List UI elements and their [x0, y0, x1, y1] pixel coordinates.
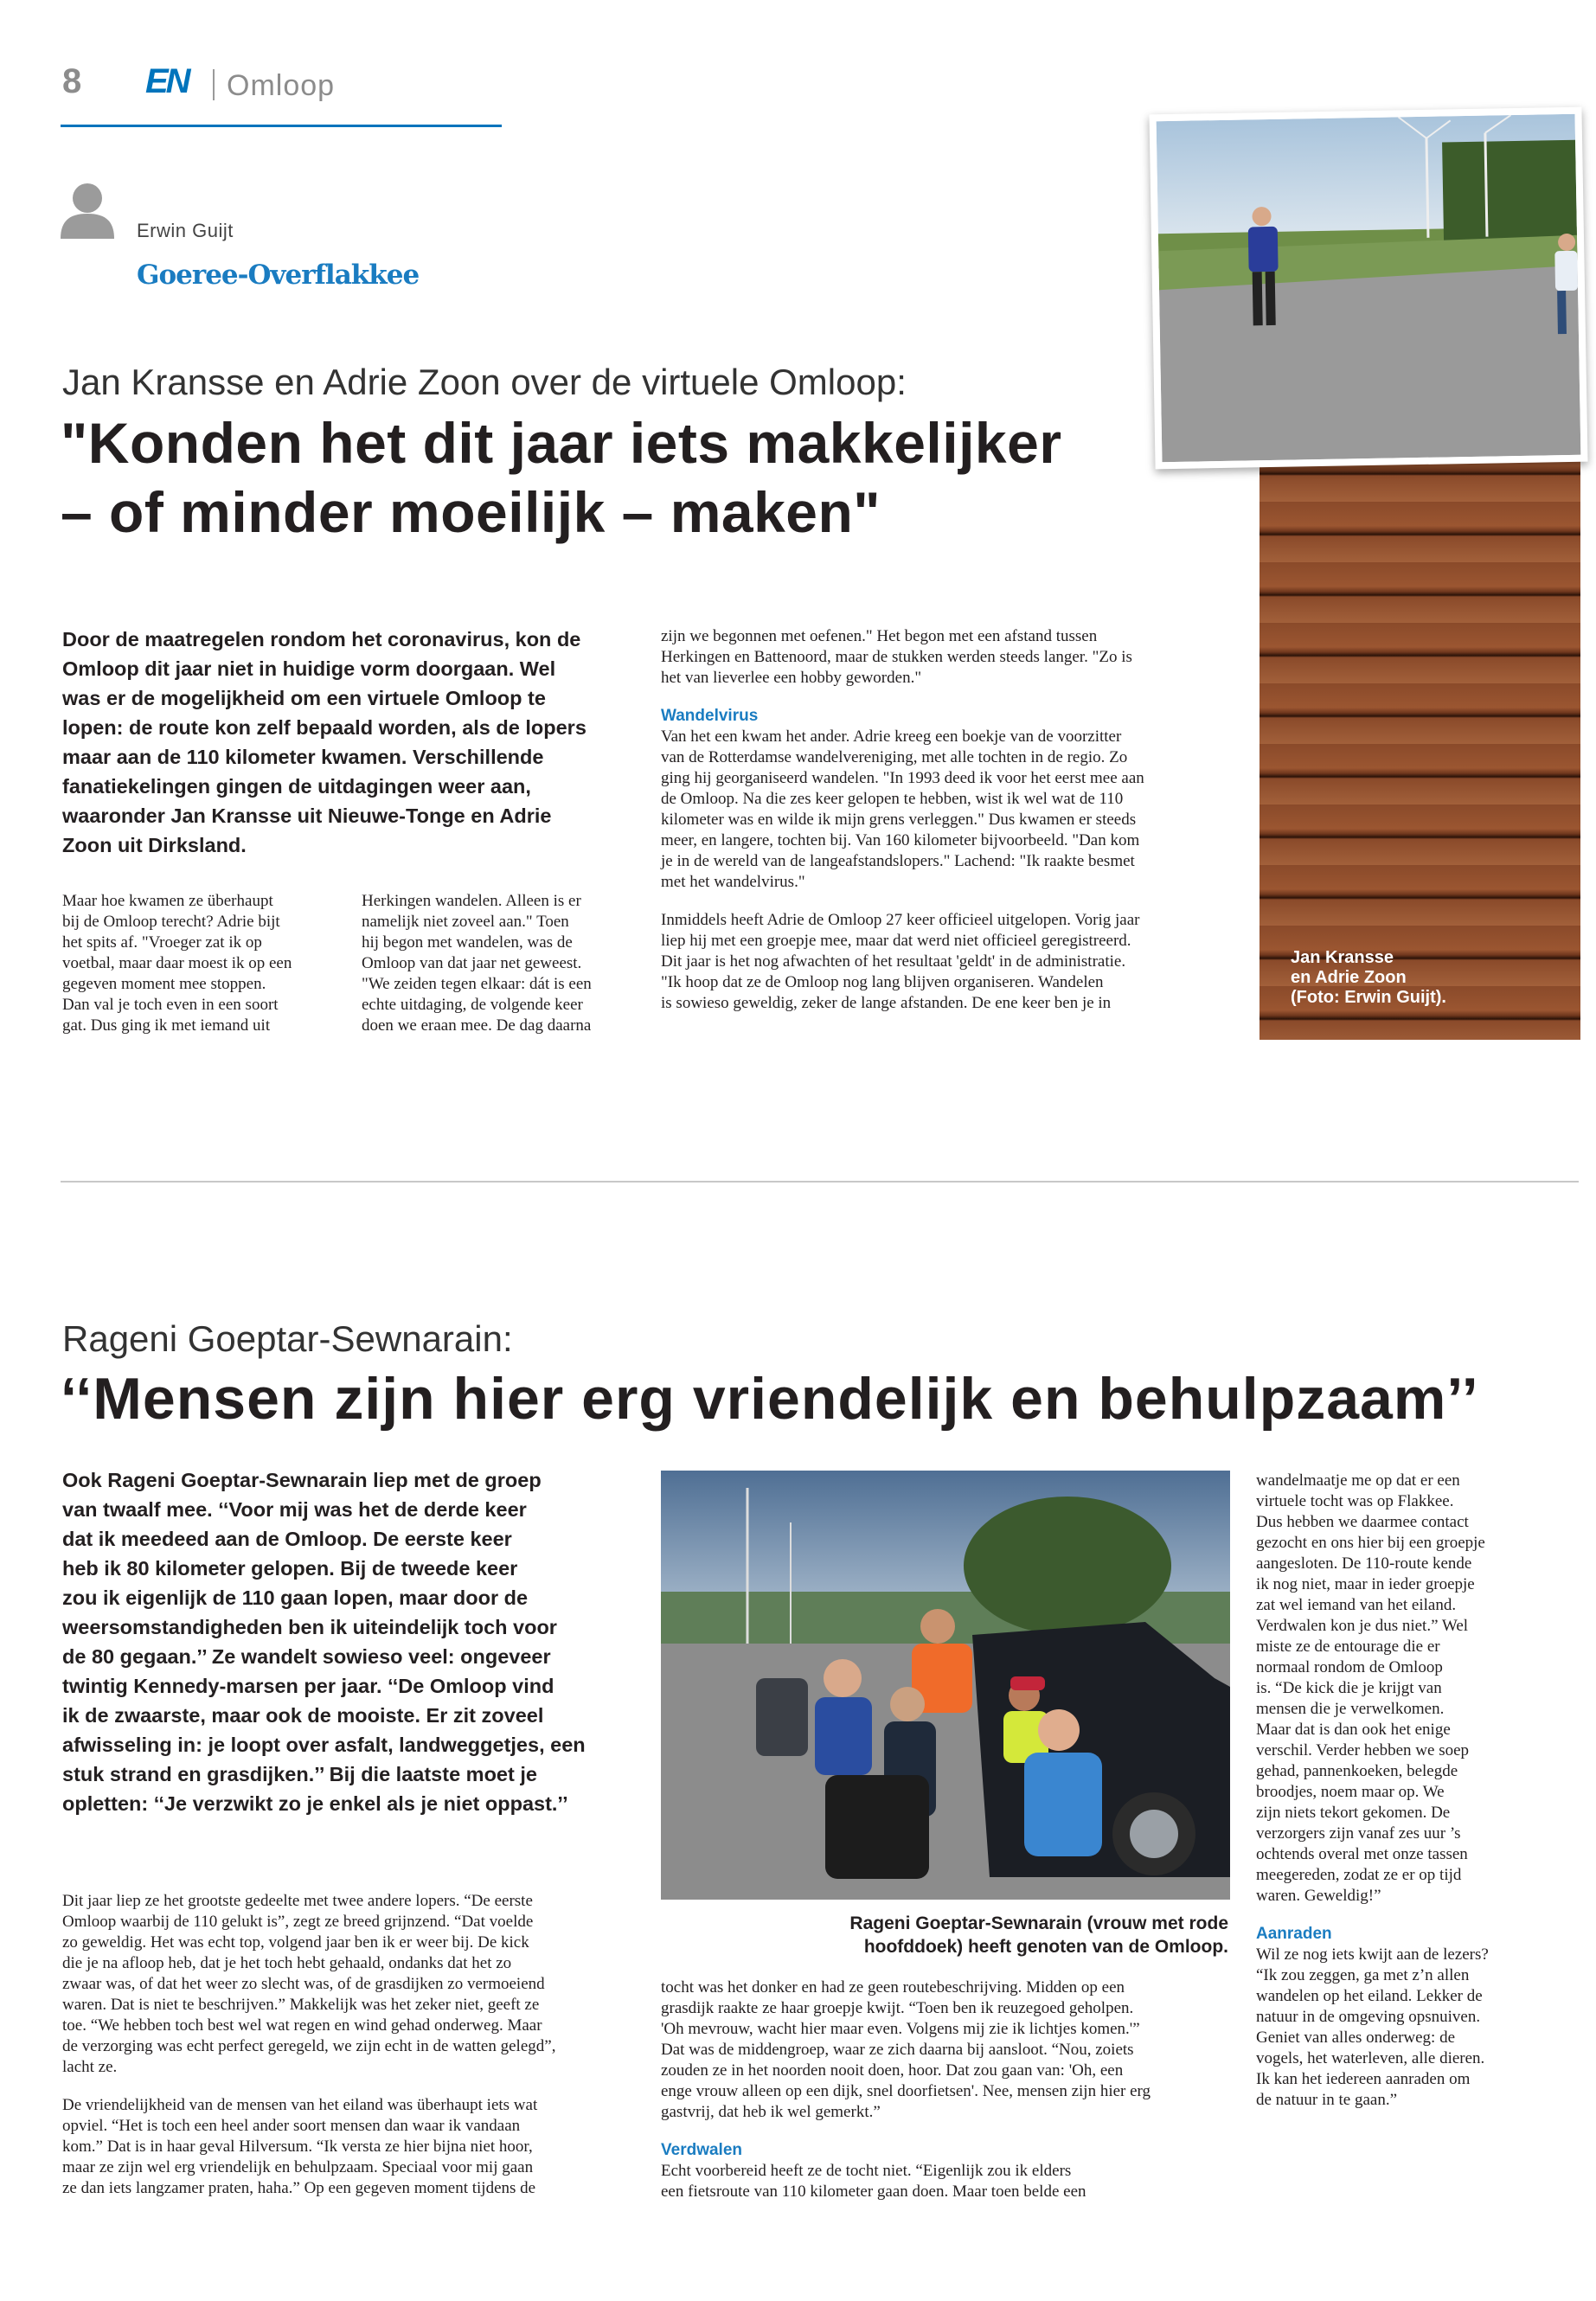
- lead-line: van twaalf mee. ‘‘Voor mij was het de derde keer: [62, 1498, 527, 1521]
- body-line: van de Rotterdamse wandelvereniging, met alle tochten in de regio. Zo: [661, 748, 1128, 766]
- body-line: Dit jaar is het nog afwachten of het resultaat 'geldt' in de administratie.: [661, 952, 1126, 971]
- article1-kicker: Jan Kransse en Adrie Zoon over de virtuele Omloop:: [62, 362, 907, 402]
- body-line: broodjes, noem maar op. We: [1256, 1783, 1445, 1801]
- article1-column-2: [362, 891, 638, 1036]
- body-line: gehad, pannenkoeken, belegde: [1256, 1762, 1458, 1780]
- body-line: het spits af. "Vroeger zat ik op: [62, 933, 262, 952]
- body-line: Van het een kwam het ander. Adrie kreeg een boekje van de voorzitter: [661, 727, 1122, 746]
- body-line: hij begon met wandelen, was de: [362, 933, 573, 952]
- page-number: 8: [62, 62, 82, 100]
- body-line: natuur in de omgeving opsnuiven.: [1256, 2008, 1481, 2026]
- lead-line: maar aan de 110 kilometer kwamen. Verschillende: [62, 746, 544, 768]
- body-line: Dus hebben we daarmee contact: [1256, 1513, 1469, 1531]
- body-line: zo geweldig. Het was echt top, volgend jaar ben ik er weer bij. De kick: [62, 1933, 529, 1952]
- body-line: gezocht en ons hier bij een groepje: [1256, 1534, 1485, 1552]
- lead-line: waaronder Jan Kransse uit Nieuwe-Tonge en Adrie: [62, 804, 552, 827]
- a1c3-para2: [661, 727, 1234, 893]
- a1c3-para3: [661, 910, 1234, 1014]
- lead-line: Ook Rageni Goeptar-Sewnarain liep met de groep: [62, 1469, 542, 1491]
- body-line: Maar hoe kwamen ze überhaupt: [62, 892, 273, 910]
- body-line: die je na afloop heb, dat je het toch hebt gehaald, ondanks dat het zo: [62, 1954, 512, 1972]
- body-line: zouden ze in het noorden nooit doen, hoor. Dat zou gaan van: 'Oh, een: [661, 2061, 1124, 2080]
- lead-line: lopen: de route kon zelf bepaald worden, als de lopers: [62, 716, 586, 739]
- lead-line: afwisseling in: je loopt over asfalt, landweggetjes, een: [62, 1734, 586, 1756]
- body-line: kom.” Dat is in haar geval Hilversum. “Ik versta ze hier bijna niet hoor,: [62, 2138, 533, 2156]
- body-line: enge vrouw alleen op een dijk, snel doorfietsen'. Nee, mensen zijn hier erg: [661, 2082, 1151, 2100]
- body-line: ik nog niet, maar in ieder groepje: [1256, 1575, 1475, 1593]
- body-line: doen we eraan mee. De dag daarna: [362, 1016, 592, 1035]
- article1-headline: [61, 408, 1185, 547]
- lead-line: de 80 gegaan.’’ Ze wandelt sowieso veel: ongeveer: [62, 1645, 551, 1668]
- region-label: Goeree-Overflakkee: [137, 260, 420, 291]
- body-line: lacht ze.: [62, 2058, 118, 2076]
- caption-line: en Adrie Zoon: [1291, 968, 1407, 987]
- body-line: liep hij met een groepje mee, maar dat werd niet officieel geregistreerd.: [661, 932, 1131, 950]
- header-rule: [61, 125, 502, 127]
- a2c2-para2: [661, 2161, 1234, 2202]
- article2-headline: ‘‘Mensen zijn hier erg vriendelijk en behulpzaam’’: [61, 1366, 1479, 1432]
- body-line: virtuele tocht was op Flakkee.: [1256, 1492, 1454, 1510]
- article1-column-3: [661, 626, 1234, 1014]
- header-separator: [213, 69, 215, 100]
- photo-walkers-image: [1157, 114, 1581, 462]
- caption-line: (Foto: Erwin Guijt).: [1291, 988, 1446, 1007]
- body-line: Verdwalen kon je dus niet.” Wel: [1256, 1617, 1469, 1635]
- body-line: Herkingen wandelen. Alleen is er: [362, 892, 581, 910]
- headline-line: "Konden het dit jaar iets makkelijker: [61, 411, 1062, 475]
- body-line: Maar dat is dan ook het enige: [1256, 1721, 1451, 1739]
- body-line: ochtends overal met onze tassen: [1256, 1845, 1468, 1863]
- body-line: tocht was het donker en had ze geen routebeschrijving. Midden op een: [661, 1978, 1125, 1997]
- a2c1-para1: [62, 1891, 633, 2078]
- body-line: echte uitdaging, de volgende keer: [362, 996, 583, 1014]
- author-name: Erwin Guijt: [137, 220, 234, 241]
- body-line: ze dan iets langzamer praten, haha.” Op een gegeven moment tijdens de: [62, 2179, 536, 2197]
- lead-line: heb ik 80 kilometer gelopen. Bij de tweede keer: [62, 1557, 518, 1580]
- body-line: Ik kan het iedereen aanraden om: [1256, 2070, 1471, 2088]
- caption-line: Jan Kransse: [1291, 948, 1394, 967]
- article2-photo-caption: [661, 1912, 1228, 1958]
- body-line: is sowieso geweldig, zeker de lange afstanden. De ene keer ben je in: [661, 994, 1112, 1012]
- lead-line: Door de maatregelen rondom het coronavirus, kon de: [62, 628, 581, 651]
- lead-line: twintig Kennedy-marsen per jaar. ‘‘De Omloop vind: [62, 1675, 554, 1697]
- body-line: wandelmaatje me op dat er een: [1256, 1471, 1460, 1490]
- body-line: Wil ze nog iets kwijt aan de lezers?: [1256, 1945, 1489, 1964]
- lead-line: opletten: ‘‘Je verzwikt zo je enkel als je niet oppast.’’: [62, 1792, 568, 1815]
- lead-line: dat ik meedeed aan de Omloop. De eerste keer: [62, 1528, 512, 1550]
- lead-line: fanatiekelingen gingen de uitdagingen weer aan,: [62, 775, 531, 798]
- lead-line: zou ik eigenlijk de 110 gaan lopen, maar door de: [62, 1586, 529, 1609]
- caption-line: hoofddoek) heeft genoten van de Omloop.: [863, 1937, 1228, 1957]
- body-line: aangesloten. De 110-route kende: [1256, 1554, 1472, 1573]
- body-line: zijn we begonnen met oefenen." Het begon met een afstand tussen: [661, 627, 1098, 645]
- body-line: een fietsroute van 110 kilometer gaan doen. Maar toen belde een: [661, 2182, 1086, 2201]
- lead-line: Omloop dit jaar niet in huidige vorm doorgaan. Wel: [62, 657, 556, 680]
- lead-line: was er de mogelijkheid om een virtuele Omloop te: [62, 687, 546, 709]
- body-line: voetbal, maar daar moest ik op een: [62, 954, 292, 972]
- a2c1-para2: [62, 2095, 633, 2199]
- body-line: verzorgers zijn vanaf zes uur ’s: [1256, 1824, 1461, 1843]
- body-line: waren. Dat is niet te beschrijven.” Makkelijk was het zeker niet, geeft ze: [62, 1996, 540, 2014]
- body-line: Omloop van dat jaar net geweest.: [362, 954, 582, 972]
- lead-line: Zoon uit Dirksland.: [62, 834, 247, 856]
- photo-walkers: [1149, 107, 1587, 470]
- article2-column-3: [1256, 1471, 1533, 2111]
- body-line: Inmiddels heeft Adrie de Omloop 27 keer officieel uitgelopen. Vorig jaar: [661, 911, 1140, 929]
- body-line: gat. Dus ging ik met iemand uit: [62, 1016, 271, 1035]
- body-line: namelijk niet zoveel aan." Toen: [362, 913, 569, 931]
- body-line: vogels, het waterleven, alle dieren.: [1256, 2049, 1485, 2067]
- body-line: bij de Omloop terecht? Adrie bijt: [62, 913, 280, 931]
- body-line: meer, en langere, tochten bij. Van 160 kilometer bijvoorbeeld. "Dan kom: [661, 831, 1140, 849]
- a2c2-para1: [661, 1977, 1234, 2123]
- body-line: zat wel iemand van het eiland.: [1256, 1596, 1457, 1614]
- body-line: kilometer was en wilde ik mijn grens verleggen." Dus kwamen er steeds: [661, 811, 1137, 829]
- body-line: Dat was de middengroep, waar ze zich daarna bij aansloot. “Nou, zoiets: [661, 2041, 1134, 2059]
- body-line: de verzorging was echt perfect geregeld, we zijn echt in de watten gelegd”,: [62, 2037, 556, 2055]
- article2-kicker: Rageni Goeptar-Sewnarain:: [62, 1318, 513, 1359]
- body-line: het van lieverlee een hobby geworden.": [661, 669, 922, 687]
- article1-lead: [62, 625, 633, 860]
- body-line: opviel. “Het is toch een heel ander soort mensen dan waar ik vandaan: [62, 2117, 521, 2135]
- body-line: ging hij georganiseerd wandelen. "In 1993 deed ik voor het eerst mee aan: [661, 769, 1144, 787]
- body-line: Dan val je toch even in een soort: [62, 996, 279, 1014]
- lead-line: ik de zwaarste, maar ook de mooiste. Er zit zoveel: [62, 1704, 544, 1727]
- body-line: zijn niets tekort gekomen. De: [1256, 1804, 1451, 1822]
- body-line: Geniet van alles onderweg: de: [1256, 2029, 1456, 2047]
- body-line: je in de wereld van de langeafstandslopers." Lachend: "Ik raakte besmet: [661, 852, 1135, 870]
- body-line: de Omloop. Na die zes keer gelopen te hebben, wist ik wel wat de 110: [661, 790, 1124, 808]
- body-line: waren. Geweldig!”: [1256, 1887, 1381, 1905]
- article1-photo-caption: [1291, 948, 1576, 1008]
- body-line: maar ze zijn wel erg vriendelijk en behulpzaam. Speciaal voor mij gaan: [62, 2158, 534, 2176]
- body-line: gegeven moment mee stoppen.: [62, 975, 266, 993]
- body-line: 'Oh mevrouw, wacht hier maar even. Volgens mij zie ik lichtjes komen.'”: [661, 2020, 1140, 2038]
- body-line: grasdijk raakte ze haar groepje kwijt. “Toen ben ik reuzegoed geholpen.: [661, 1999, 1134, 2017]
- photo-group-walkers: [661, 1471, 1230, 1900]
- body-line: “Ik zou zeggen, ga met z’n allen: [1256, 1966, 1470, 1984]
- body-line: normaal rondom de Omloop: [1256, 1658, 1443, 1676]
- newspaper-logo: EN: [145, 62, 189, 100]
- body-line: "We zeiden tegen elkaar: dát is een: [362, 975, 592, 993]
- a2c3-para1: [1256, 1471, 1533, 1907]
- caption-line: Rageni Goeptar-Sewnarain (vrouw met rode: [849, 1913, 1228, 1933]
- body-line: gastvrij, dat heb ik wel gemerkt.”: [661, 2103, 881, 2121]
- body-line: zwaar was, of dat het weer zo slecht was, of de grasdijken zo vermoeiend: [62, 1975, 545, 1993]
- body-line: meegereden, zodat ze er op tijd: [1256, 1866, 1462, 1884]
- article2-column-2: [661, 1977, 1234, 2202]
- body-line: Herkingen en Battenoord, maar de stukken werden steeds langer. "Zo is: [661, 648, 1132, 666]
- subhead-verdwalen: Verdwalen: [661, 2141, 742, 2159]
- subhead-wandelvirus: Wandelvirus: [661, 707, 759, 725]
- body-line: Dit jaar liep ze het grootste gedeelte met twee andere lopers. “De eerste: [62, 1892, 533, 1910]
- body-line: wandelen op het eiland. Lekker de: [1256, 1987, 1483, 2005]
- photo-group-walkers-image: [661, 1471, 1230, 1900]
- body-line: is. “De kick die je krijgt van: [1256, 1679, 1442, 1697]
- section-title: Omloop: [227, 69, 336, 102]
- lead-line: weersomstandigheden ben ik uiteindelijk toch voor: [62, 1616, 557, 1638]
- subhead-aanraden: Aanraden: [1256, 1925, 1332, 1943]
- article2-column-1: [62, 1891, 633, 2199]
- article2-lead: [62, 1465, 633, 1818]
- body-line: verschil. Verder hebben we soep: [1256, 1741, 1470, 1759]
- body-line: De vriendelijkheid van de mensen van het eiland was überhaupt iets wat: [62, 2096, 538, 2114]
- lead-line: stuk strand en grasdijken.’’ Bij die laatste moet je: [62, 1763, 537, 1785]
- body-line: "Ik hoop dat ze de Omloop nog lang blijven organiseren. Wandelen: [661, 973, 1104, 991]
- article1-column-1: [62, 891, 348, 1036]
- body-line: de natuur in te gaan.”: [1256, 2091, 1398, 2109]
- body-line: mensen die je verwelkomen.: [1256, 1700, 1445, 1718]
- body-line: met het wandelvirus.": [661, 873, 805, 891]
- person-icon: [61, 182, 114, 239]
- body-line: toe. “We hebben toch best wel wat regen en wind gehad onderweg. Maar: [62, 2016, 542, 2035]
- body-line: Echt voorbereid heeft ze de tocht niet. “Eigenlijk zou ik elders: [661, 2162, 1072, 2180]
- headline-line: – of minder moeilijk – maken": [61, 480, 881, 544]
- body-line: Omloop waarbij de 110 gelukt is”, zegt ze breed grijnzend. “Dat voelde: [62, 1913, 534, 1931]
- article-divider: [61, 1181, 1579, 1183]
- a2c3-para2: [1256, 1945, 1533, 2111]
- body-line: miste ze de entourage die er: [1256, 1638, 1440, 1656]
- a1c3-intro: [661, 626, 1234, 689]
